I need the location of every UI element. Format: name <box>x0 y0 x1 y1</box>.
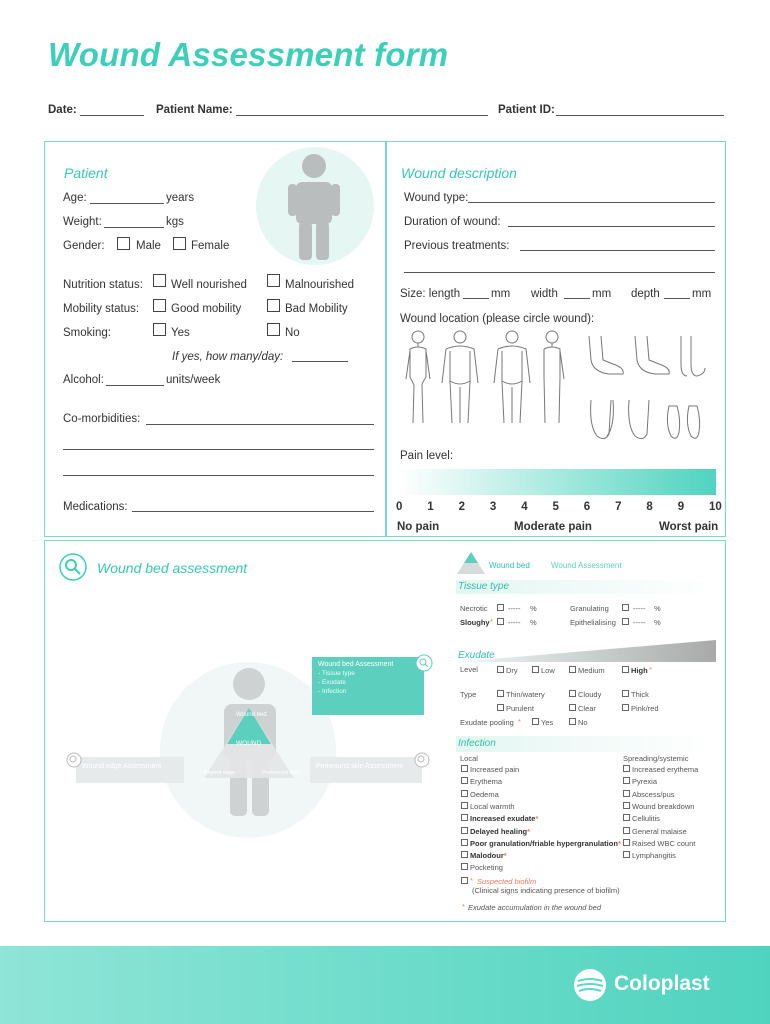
diagram-search-icon-periwound <box>414 752 430 768</box>
local-item-label: Increased exudate* <box>470 814 539 824</box>
exudate-header-wedge <box>456 640 716 664</box>
tissue-title: Tissue type <box>458 581 510 592</box>
epithelialising-dash: ----- <box>633 618 646 627</box>
gender-female-checkbox[interactable] <box>173 237 186 250</box>
weight-field[interactable] <box>104 227 164 228</box>
patient-name-label: Patient Name: <box>156 104 233 116</box>
level-medium-label: Medium <box>578 666 605 675</box>
moderate-pain-label: Moderate pain <box>514 521 592 533</box>
biofilm-label: Suspected biofilm <box>477 877 537 886</box>
comorbidities-field-2[interactable] <box>63 449 374 450</box>
patient-name-field[interactable] <box>236 115 488 116</box>
spreading-item-checkbox[interactable] <box>623 827 630 834</box>
local-item-checkbox[interactable] <box>461 765 468 772</box>
pain-scale-10[interactable]: 10 <box>709 501 722 513</box>
feet-sole-diagram[interactable] <box>583 396 713 444</box>
diagram-periwound-assessment-label: Periwound skin Assessment <box>316 763 404 770</box>
diagram-edge-assessment-box <box>76 757 184 783</box>
patient-id-label: Patient ID: <box>498 104 555 116</box>
weight-label: Weight: <box>63 216 102 228</box>
spreading-item-label: Wound breakdown <box>632 801 695 811</box>
smoking-no-label: No <box>285 327 300 339</box>
person-icon <box>284 152 344 262</box>
diagram-box-title: Wound bed Assessment <box>318 661 394 668</box>
sloughy-dash: ----- <box>508 618 521 627</box>
diagram-box-item-0: - Tissue type <box>318 670 355 677</box>
local-item-star: * <box>535 814 539 824</box>
pain-scale-2[interactable]: 2 <box>458 501 465 513</box>
nutrition-well-label: Well nourished <box>171 279 247 291</box>
nutrition-mal-checkbox[interactable] <box>267 274 280 287</box>
pain-scale-1[interactable]: 1 <box>427 501 434 513</box>
granulating-pct: % <box>654 604 661 613</box>
level-medium-checkbox[interactable] <box>569 666 576 673</box>
nutrition-well-checkbox[interactable] <box>153 274 166 287</box>
wound-location-label: Wound location (please circle wound): <box>400 313 595 325</box>
diagram-search-icon-edge <box>66 752 82 768</box>
wound-duration-label: Duration of wound: <box>404 216 501 228</box>
local-item-checkbox[interactable] <box>461 863 468 870</box>
wound-section-title: Wound description <box>401 165 517 181</box>
alcohol-label: Alcohol: <box>63 374 104 386</box>
type-label: Type <box>460 690 477 699</box>
pain-scale-bar[interactable] <box>400 469 716 495</box>
patient-section-title: Patient <box>64 165 108 181</box>
previous-treatments-field-2[interactable] <box>404 272 715 273</box>
pooling-no-label: No <box>578 718 588 727</box>
size-width-label: width <box>531 288 558 300</box>
age-unit: years <box>166 192 195 204</box>
spreading-item-label: Raised WBC count <box>632 838 696 848</box>
diagram-wound-label: WOUND <box>236 740 262 747</box>
local-item-label: Erythema <box>470 777 503 787</box>
spreading-item-label: Pyrexia <box>632 777 658 787</box>
local-item-checkbox[interactable] <box>461 827 468 834</box>
mobility-label: Mobility status: <box>63 303 140 315</box>
local-item-label: Increased pain <box>470 765 520 774</box>
local-item-checkbox[interactable] <box>461 790 468 797</box>
patient-id-field[interactable] <box>556 115 724 116</box>
local-item-star: * <box>617 838 621 848</box>
level-dry-label: Dry <box>506 666 518 675</box>
smoking-yes-checkbox[interactable] <box>153 323 166 336</box>
comorbidities-field-3[interactable] <box>63 475 374 476</box>
biofilm-note: (Clinical signs indicating presence of biofilm) <box>472 886 620 895</box>
body-outline-diagram[interactable] <box>396 327 572 431</box>
pain-scale-6[interactable]: 6 <box>583 501 591 513</box>
pain-scale-7[interactable]: 7 <box>615 501 622 513</box>
spreading-item-label: General malaise <box>632 826 687 836</box>
smoking-howmany-label: If yes, how many/day: <box>172 351 284 363</box>
diagram-box-item-1: - Exudate <box>318 679 346 686</box>
local-item-checkbox[interactable] <box>461 802 468 809</box>
gender-male-checkbox[interactable] <box>117 237 130 250</box>
spreading-item-label: Cellulitis <box>632 814 660 824</box>
sloughy-label: Sloughy <box>460 618 490 627</box>
size-depth-field[interactable] <box>664 298 690 299</box>
type-purulent-checkbox[interactable] <box>497 704 504 711</box>
size-length-label: Size: length <box>400 288 461 300</box>
type-thick-checkbox[interactable] <box>622 690 629 697</box>
pain-scale-5[interactable]: 5 <box>552 501 559 513</box>
spreading-item-label: Increased erythema <box>632 765 699 774</box>
date-field[interactable] <box>80 115 144 116</box>
wound-duration-field[interactable] <box>508 226 715 227</box>
size-depth-unit: mm <box>692 288 712 300</box>
pain-scale-3[interactable]: 3 <box>489 501 497 513</box>
local-item-checkbox[interactable] <box>461 851 468 858</box>
pooling-label: Exudate pooling <box>460 718 514 727</box>
medications-label: Medications: <box>63 501 128 513</box>
wound-type-field[interactable] <box>468 202 715 203</box>
gender-female-label: Female <box>191 240 230 252</box>
page-title: Wound Assessment form <box>48 36 449 73</box>
type-cloudy-checkbox[interactable] <box>569 690 576 697</box>
bed-section-box <box>44 540 726 922</box>
diagram-edge-assessment-label: Wound edge Assessment <box>82 763 162 770</box>
smoking-no-checkbox[interactable] <box>267 323 280 336</box>
smoking-label: Smoking: <box>63 327 111 339</box>
type-clear-checkbox[interactable] <box>569 704 576 711</box>
necrotic-checkbox[interactable] <box>497 604 504 611</box>
type-cloudy-label: Cloudy <box>578 690 602 699</box>
top-section-divider <box>385 141 387 537</box>
spreading-item-checkbox[interactable] <box>623 851 630 858</box>
coloplast-brand: Coloplast <box>614 972 710 995</box>
age-field[interactable] <box>90 203 164 204</box>
pooling-star: * <box>518 717 521 726</box>
level-high-checkbox[interactable] <box>622 666 629 673</box>
necrotic-label: Necrotic <box>460 604 488 613</box>
mobility-bad-label: Bad Mobility <box>285 303 348 315</box>
pain-level-label: Pain level: <box>400 450 454 462</box>
nutrition-label: Nutrition status: <box>63 279 143 291</box>
biofilm-star: * <box>470 876 473 885</box>
sloughy-star: * <box>490 617 493 626</box>
type-pink-label: Pink/red <box>631 704 659 713</box>
spreading-item-checkbox[interactable] <box>623 790 630 797</box>
local-item-label: Pocketing <box>470 863 503 873</box>
spreading-item-checkbox[interactable] <box>623 839 630 846</box>
diagram-bed-assessment-box <box>312 657 424 715</box>
tab-wound-bed[interactable]: Wound bed <box>489 561 530 570</box>
spreading-label: Spreading/systemic <box>623 754 689 763</box>
type-thin-checkbox[interactable] <box>497 690 504 697</box>
level-dry-checkbox[interactable] <box>497 666 504 673</box>
level-label: Level <box>460 665 478 674</box>
high-star: * <box>649 665 652 674</box>
footnote-star: * <box>462 902 465 911</box>
spreading-item-label: Abscess/pus <box>632 789 675 799</box>
size-width-unit: mm <box>592 288 612 300</box>
gender-male-label: Male <box>136 240 161 252</box>
granulating-dash: ----- <box>633 604 646 613</box>
diagram-box-item-2: - Infection <box>318 688 347 695</box>
infection-title: Infection <box>458 738 496 749</box>
type-thick-label: Thick <box>631 690 649 699</box>
necrotic-dash: ----- <box>508 604 521 613</box>
spreading-item-checkbox[interactable] <box>623 802 630 809</box>
spreading-item-checkbox[interactable] <box>623 765 630 772</box>
sloughy-pct: % <box>530 618 537 627</box>
bed-section-title: Wound bed assessment <box>97 560 248 576</box>
spreading-item-checkbox[interactable] <box>623 814 630 821</box>
feet-side-diagram[interactable] <box>583 330 713 384</box>
comorbidities-field-1[interactable] <box>146 424 374 425</box>
diagram-periwound-label: Periwound skin <box>262 770 300 776</box>
alcohol-field[interactable] <box>106 385 164 386</box>
mobility-good-label: Good mobility <box>171 303 242 315</box>
necrotic-pct: % <box>530 604 537 613</box>
sloughy-checkbox[interactable] <box>497 618 504 625</box>
type-purulent-label: Purulent <box>506 704 534 713</box>
age-label: Age: <box>63 192 87 204</box>
smoking-yes-label: Yes <box>171 327 190 339</box>
local-item-checkbox[interactable] <box>461 777 468 784</box>
medications-field[interactable] <box>132 511 374 512</box>
date-label: Date: <box>48 104 77 116</box>
type-clear-label: Clear <box>578 704 596 713</box>
comorbidities-label: Co-morbidities: <box>63 413 141 425</box>
granulating-label: Granulating <box>570 604 609 613</box>
local-item-label: Local warmth <box>470 801 515 811</box>
coloplast-logo-icon <box>573 968 607 1002</box>
pain-scale-4[interactable]: 4 <box>521 501 528 513</box>
local-item-star: * <box>503 851 507 861</box>
nutrition-mal-label: Malnourished <box>285 279 355 291</box>
pain-scale-0[interactable]: 0 <box>396 501 403 513</box>
size-length-field[interactable] <box>463 298 489 299</box>
level-high-label: High <box>631 666 648 675</box>
local-label: Local <box>460 754 478 763</box>
granulating-checkbox[interactable] <box>622 604 629 611</box>
epithelialising-label: Epithelialising <box>570 618 616 627</box>
epithelialising-checkbox[interactable] <box>622 618 629 625</box>
pooling-yes-checkbox[interactable] <box>532 718 539 725</box>
gender-label: Gender: <box>63 240 105 252</box>
diagram-periwound-assessment-box <box>310 757 422 783</box>
local-item-checkbox[interactable] <box>461 814 468 821</box>
diagram-edge-label: Wound edge <box>204 770 236 776</box>
type-pink-checkbox[interactable] <box>622 704 629 711</box>
local-item-label: Oedema <box>470 789 499 799</box>
type-thin-label: Thin/watery <box>506 690 545 699</box>
biofilm-checkbox[interactable] <box>461 877 468 884</box>
pooling-yes-label: Yes <box>541 718 554 727</box>
level-low-checkbox[interactable] <box>532 666 539 673</box>
wound-type-label: Wound type: <box>404 192 469 204</box>
previous-treatments-label: Previous treatments: <box>404 240 510 252</box>
no-pain-label: No pain <box>397 521 440 533</box>
exudate-title: Exudate <box>458 650 495 661</box>
worst-pain-label: Worst pain <box>659 521 719 533</box>
pain-scale-9[interactable]: 9 <box>677 501 685 513</box>
size-length-unit: mm <box>491 288 511 300</box>
weight-unit: kgs <box>166 216 184 228</box>
alcohol-unit: units/week <box>166 374 221 386</box>
epithelialising-pct: % <box>654 618 661 627</box>
diagram-search-icon-bed <box>415 654 433 672</box>
footnote: Exudate accumulation in the wound bed <box>468 903 602 912</box>
local-item-label: Delayed healing* <box>470 826 531 836</box>
search-icon <box>58 552 88 582</box>
level-low-label: Low <box>541 666 555 675</box>
local-item-star: * <box>527 826 531 836</box>
diagram-bed-label: Wound bed <box>236 712 267 718</box>
pain-scale-8[interactable]: 8 <box>646 501 653 513</box>
tab-wound-assessment[interactable]: Wound Assessment <box>551 561 622 570</box>
mobility-bad-checkbox[interactable] <box>267 299 280 312</box>
spreading-item-checkbox[interactable] <box>623 777 630 784</box>
smoking-howmany-field[interactable] <box>292 361 348 362</box>
pooling-no-checkbox[interactable] <box>569 718 576 725</box>
local-item-label: Poor granulation/friable hypergranulation* <box>470 838 621 848</box>
size-depth-label: depth <box>631 288 660 300</box>
spreading-item-label: Lymphangitis <box>632 851 676 861</box>
previous-treatments-field-1[interactable] <box>520 250 715 251</box>
local-item-label: Malodour* <box>470 851 507 861</box>
size-width-field[interactable] <box>564 298 590 299</box>
local-item-checkbox[interactable] <box>461 839 468 846</box>
mobility-good-checkbox[interactable] <box>153 299 166 312</box>
